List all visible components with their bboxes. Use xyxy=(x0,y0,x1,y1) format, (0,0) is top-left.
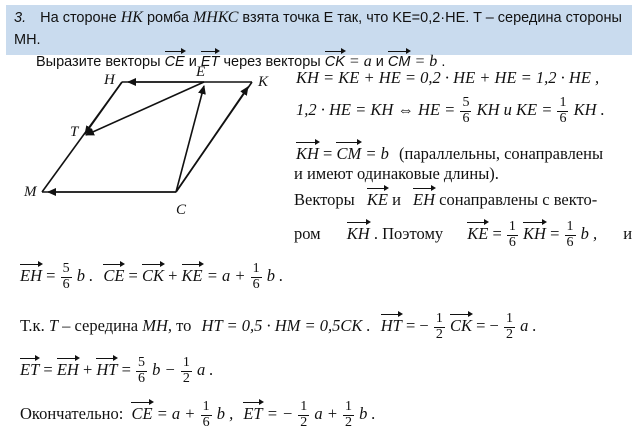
equals: = xyxy=(492,223,502,243)
vector-cm: CM xyxy=(336,144,362,163)
solution-line-5 xyxy=(294,188,597,210)
vector-et: ET xyxy=(20,359,40,379)
equation-text: = a + xyxy=(206,265,246,285)
equation-ke: KH и KE = xyxy=(476,99,553,119)
equation-ht: HT = 0,5 · HM = 0,5CK . xyxy=(201,315,371,335)
vector-et: ET xyxy=(201,51,220,70)
problem-text: ромба xyxy=(146,10,189,26)
solution-line-8 xyxy=(20,312,537,342)
explanation-text: Векторы xyxy=(294,190,355,209)
fraction: $\frac{1}{2}$ xyxy=(506,311,513,342)
vector-kh: KH xyxy=(346,223,370,243)
equation-text: = b xyxy=(365,144,389,163)
fraction: $\frac{1}{6}$ xyxy=(508,219,516,250)
equals: = xyxy=(121,359,131,379)
fraction: $\frac{1}{2}$ xyxy=(182,355,190,386)
fraction: $\frac{5}{6}$ xyxy=(462,95,470,126)
problem-rhombus: МНКС xyxy=(192,9,239,26)
conclusion-label: Окончательно: xyxy=(20,403,124,423)
vector-ce: CE xyxy=(165,51,185,70)
label-h: H xyxy=(104,72,115,88)
fraction: $\frac{1}{6}$ xyxy=(559,95,567,126)
equals: = xyxy=(323,144,333,163)
equals: = xyxy=(46,265,56,285)
problem-text: и xyxy=(188,54,197,70)
vector-et: ET xyxy=(243,403,263,423)
explanation-text: . Поэтому xyxy=(373,223,444,243)
explanation-text: Т.к. xyxy=(20,315,45,335)
vector-ce: CE xyxy=(103,265,125,285)
plus: + xyxy=(82,359,93,379)
problem-statement xyxy=(6,5,632,70)
problem-text: через векторы xyxy=(223,54,321,70)
label-t: T xyxy=(70,124,79,140)
label-m: M xyxy=(24,184,37,200)
vector-ke: KE xyxy=(467,223,489,243)
equation-text: b − xyxy=(152,359,176,379)
rhombus-diagram xyxy=(0,60,290,220)
vector-line-ck xyxy=(176,87,248,192)
equals: = − xyxy=(405,315,429,335)
solution-line-10 xyxy=(20,400,376,430)
vector-line-ht xyxy=(85,82,122,134)
fraction: $\frac{5}{6}$ xyxy=(138,355,146,386)
explanation-text: и xyxy=(392,190,401,209)
explanation-text: ром xyxy=(294,223,321,243)
vector-eh: EH xyxy=(413,190,436,209)
fraction: $\frac{5}{6}$ xyxy=(62,261,70,292)
solution-line-7 xyxy=(20,262,283,292)
solution-line-3 xyxy=(296,142,603,164)
equals: = − xyxy=(476,315,499,335)
problem-line-1 xyxy=(14,7,624,51)
problem-text: = b xyxy=(414,53,438,70)
equals: = xyxy=(43,359,53,379)
problem-text: = a xyxy=(348,53,372,70)
equation-text: = − xyxy=(266,403,294,423)
problem-text: взята точка Е так, что KE=0,2·HE. T – середина стороны МН. xyxy=(14,10,622,48)
equation-text: b . xyxy=(266,265,284,285)
fraction: $\frac{1}{2}$ xyxy=(345,399,353,430)
fraction: $\frac{1}{6}$ xyxy=(202,399,210,430)
problem-text: На стороне xyxy=(40,10,117,26)
equation-text: b , xyxy=(216,403,234,423)
segment-mh: MH, xyxy=(142,315,173,335)
explanation-text: – середина xyxy=(62,315,139,335)
point-t: T xyxy=(48,315,59,335)
vector-ce: CE xyxy=(131,403,153,423)
vector-eh: EH xyxy=(20,265,42,285)
equation-text: a . xyxy=(520,315,537,335)
label-k: K xyxy=(258,74,269,90)
label-e: E xyxy=(196,64,206,80)
fraction: $\frac{1}{6}$ xyxy=(252,261,260,292)
fraction: $\frac{1}{2}$ xyxy=(435,311,443,342)
equation-kh: KH = KE + HE = 0,2 · HE + HE = 1,2 · HE , xyxy=(296,68,600,87)
explanation-text: и xyxy=(623,223,633,243)
vector-kh: KH xyxy=(296,144,319,163)
vector-ht: HT xyxy=(96,359,118,379)
equation-text: KH . xyxy=(573,99,605,119)
equation-text: b , xyxy=(580,223,598,243)
vector-ke: KE xyxy=(366,190,388,209)
label-c: C xyxy=(176,202,187,218)
equation-text: a + xyxy=(314,403,338,423)
solution-line-1 xyxy=(296,68,599,88)
equation-text: = a + xyxy=(156,403,196,423)
vector-ck: CK xyxy=(449,315,472,335)
explanation-text: (параллельны, сонаправлены xyxy=(399,144,604,163)
problem-number: 3. xyxy=(14,10,27,26)
solution-line-6 xyxy=(294,220,632,250)
equation-text: a . xyxy=(196,359,214,379)
vector-ke: KE xyxy=(181,265,203,285)
explanation-text: сонаправлены с векто- xyxy=(439,190,598,209)
problem-segment: НК xyxy=(120,9,143,26)
plus: + xyxy=(168,265,178,285)
vector-ht: HT xyxy=(380,315,402,335)
equation-he: 1,2 · HE = KH ⇔ HE = xyxy=(296,99,456,119)
fraction: $\frac{1}{2}$ xyxy=(300,399,308,430)
solution-line-9 xyxy=(20,356,213,386)
vector-kh: KH xyxy=(523,223,546,243)
equation-text: b . xyxy=(76,265,94,285)
vector-ck: CK xyxy=(141,265,164,285)
equation-text: b . xyxy=(359,403,376,423)
problem-text: и xyxy=(375,54,384,70)
equals: = xyxy=(128,265,138,285)
vector-line-ce xyxy=(176,86,204,192)
explanation-text: и имеют одинаковые длины). xyxy=(294,164,499,183)
vector-eh: EH xyxy=(56,359,79,379)
problem-text: . xyxy=(441,54,446,70)
explanation-text: то xyxy=(176,315,192,335)
vector-cm: CM xyxy=(388,51,411,70)
fraction: $\frac{1}{6}$ xyxy=(566,219,574,250)
vector-ck: CK xyxy=(325,51,345,70)
equals: = xyxy=(550,223,560,243)
problem-text: Выразите векторы xyxy=(36,54,161,70)
solution-line-2 xyxy=(296,96,605,126)
solution-line-4 xyxy=(294,164,499,184)
